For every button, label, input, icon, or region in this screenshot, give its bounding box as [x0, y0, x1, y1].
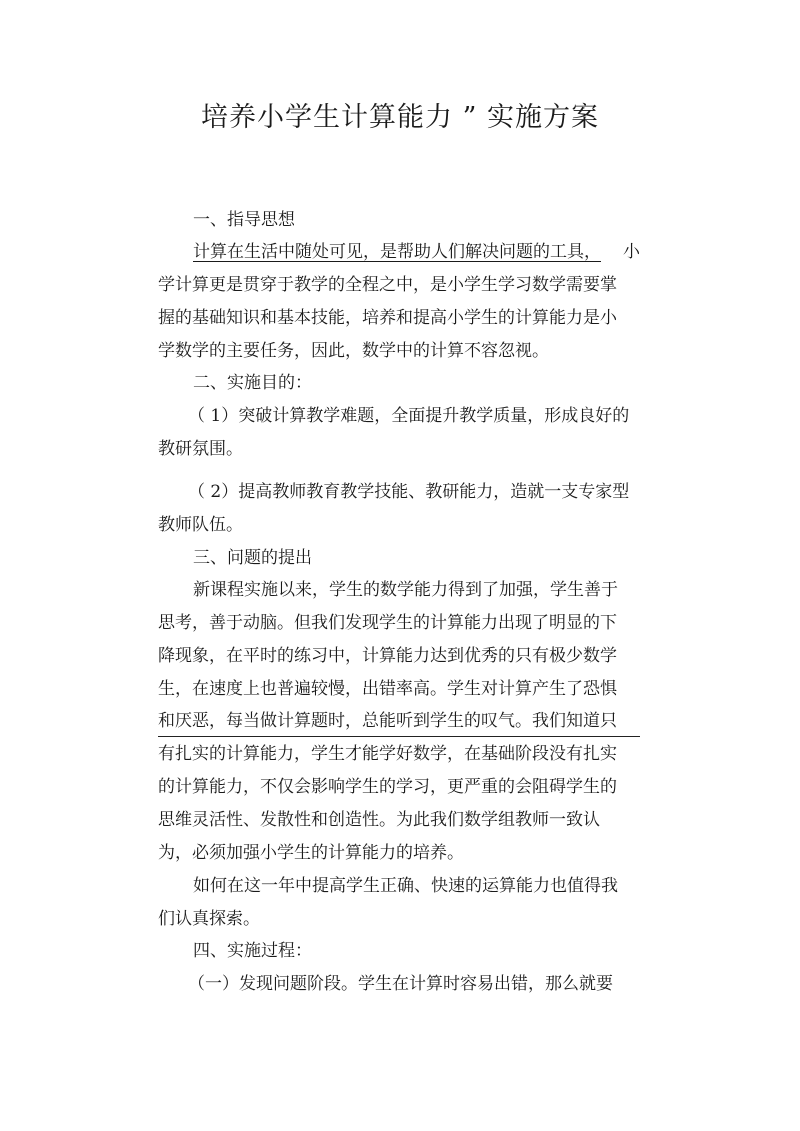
paragraph-line: （ 2）提高教师教育教学技能、教研能力，造就一支专家型	[188, 482, 630, 502]
paragraph-line: 计算在生活中随处可见，是帮助人们解决问题的工具，	[193, 242, 601, 262]
paragraph-line: （ 1）突破计算教学难题，全面提升教学质量，形成良好的	[188, 406, 630, 426]
paragraph-line: 如何在这一年中提高学生正确、快速的运算能力也值得我	[193, 876, 618, 896]
paragraph-line: 为，必须加强小学生的计算能力的培养。	[158, 843, 464, 863]
paragraph-line: 新课程实施以来，学生的数学能力得到了加强，学生善于	[193, 580, 618, 600]
paragraph-line: 学数学的主要任务，因此，数学中的计算不容忽视。	[158, 341, 549, 361]
paragraph-line: 们认真探索。	[158, 909, 260, 929]
paragraph-line: 教师队伍。	[158, 515, 243, 535]
section-heading-purpose: 二、实施目的：	[193, 373, 312, 393]
paragraph-line: 生，在速度上也普遍较慢，出错率高。学生对计算产生了恐惧	[158, 679, 617, 699]
paragraph-line: 有扎实的计算能力，学生才能学好数学，在基础阶段没有扎实	[158, 744, 617, 764]
horizontal-rule	[158, 736, 640, 737]
paragraph-line: （一）发现问题阶段。学生在计算时容易出错，那么就要	[188, 974, 613, 994]
section-heading-guiding-thought: 一、指导思想	[193, 210, 295, 230]
section-heading-process: 四、实施过程：	[193, 941, 312, 961]
paragraph-line: 降现象，在平时的练习中，计算能力达到优秀的只有极少数学	[158, 646, 617, 666]
section-heading-problem: 三、问题的提出	[193, 548, 312, 568]
paragraph-line: 和厌恶，每当做计算题时，总能听到学生的叹气。我们知道只	[158, 711, 617, 731]
paragraph-line: 教研氛围。	[158, 439, 243, 459]
paragraph-line: 学计算更是贯穿于教学的全程之中，是小学生学习数学需要掌	[158, 275, 617, 295]
paragraph-line: 小	[623, 242, 640, 262]
paragraph-line: 思考，善于动脑。但我们发现学生的计算能力出现了明显的下	[158, 613, 617, 633]
document-title: 培养小学生计算能力 ” 实施方案	[201, 102, 599, 133]
paragraph-line: 握的基础知识和基本技能，培养和提高小学生的计算能力是小	[158, 308, 617, 328]
paragraph-line: 的计算能力，不仅会影响学生的学习，更严重的会阻碍学生的	[158, 777, 617, 797]
paragraph-line: 思维灵活性、发散性和创造性。为此我们数学组教师一致认	[158, 810, 600, 830]
